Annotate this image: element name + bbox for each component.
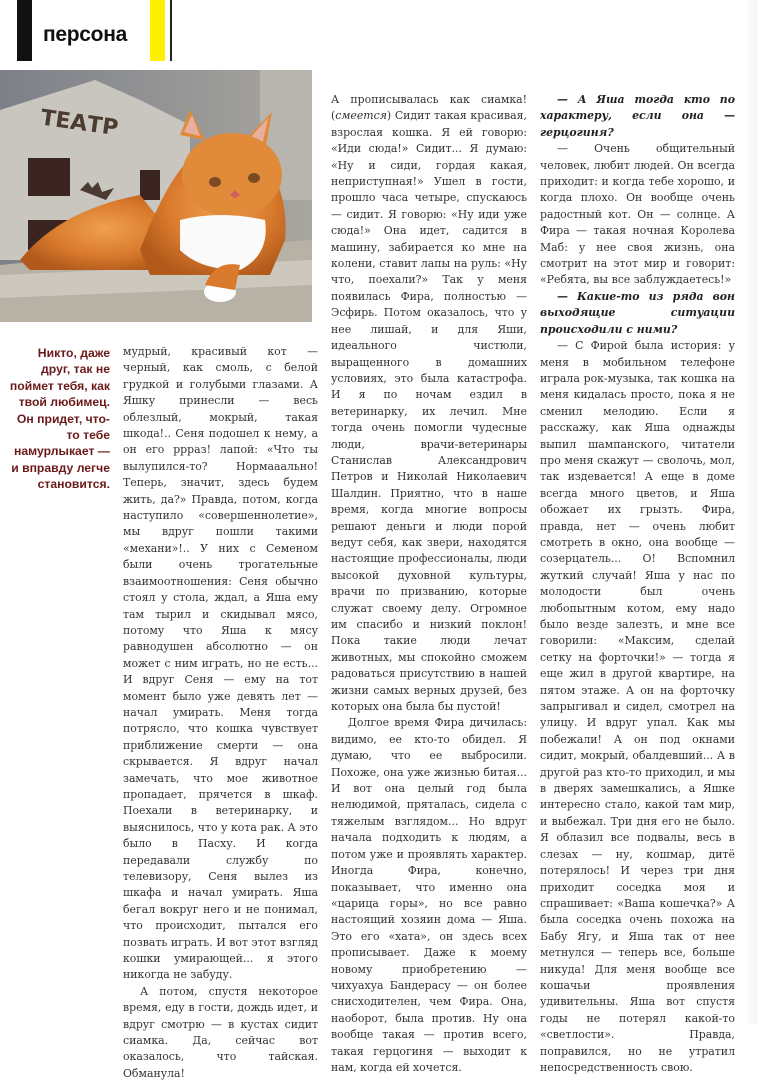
paragraph: А потом, спустя некоторое время, еду в гости, дождь идет, и вдруг смотрю — в кустах сидит сиамка. Да, сейчас вот оказалось, что тайская. Обманула! (123, 984, 318, 1080)
interview-answer: — С Фирой была история: у меня в мобильном телефоне играла рок-музыка, так кошка на меня кидалась просто, пока я не сменил мелодию. Если я расскажу, как Яша однажды выпил шампанского, читатели про меня скажут — сволочь, мол, так издевается! А еще в доме всегда много цветов, и Яша обожает их грызть. Фира, правда, нет — очень любит смотреть в окно, она вообще — созерцатель... О! Вспомнил жуткий случай! Яша у нас по молодости был очень любопытным котом, ему надо было везде залезть, и мне все говорили: «Максим, сделай сетку на форточки!» — тогда я еще жил в другой квартире, на пятом этаже. А он на форточку запрыгивал и сидел, смотрел на улицу. И вдруг упал. Как мы побежали! А он под окнами сидит, мокрый, обалдевший... А в другой раз кто-то приходил, и мы в дверях замешкались, а Яшке интересно стало, какой там мир, и выбежал. Три дня его не было. Я облазил все подвалы, весь в слезах — ну, кошмар, дитё потерялось! И через три дня приходит соседка моя и спрашивает: «Ваша кошечка?» А была соседка очень похожа на Бабу Ягу, и Яша так от нее метнулся — теперь все, больше никуда! Для меня вообще все кошачьи проявления удивительны. Яша вот спустя годы не потерял какой-то «светлости». Правда, поправился, но не утратил непосредственность свою. (540, 339, 735, 1074)
header-black-bar (17, 0, 32, 61)
stage-direction: смеется (335, 109, 387, 123)
pillow-text: ТЕАТР (38, 105, 120, 142)
header-yellow-bar (150, 0, 165, 61)
article-column-1 (123, 344, 318, 1082)
article-column-2 (331, 92, 527, 1076)
interview-question: — Какие-то из ряда вон выходящие ситуации происходили с ними? (540, 289, 735, 336)
paragraph-text: А прописывалась как сиамка! ( (331, 93, 527, 123)
paragraph-text: ) Сидит такая красивая, взрослая кошка. Я ей говорю: «Иди сюда!» Сидит... Я думаю: «Ну и сиди, гордая какая, неприступная!» Ушел в гости, прошло часа четыре, спускаюсь — сидит. Я говорю: «Ну иди уже сюда!» Она идет, садится в машину, забирается ко мне на колени, ставит лапы на руль: «Ну что, поехали?» Так у меня появилась Фира, полностью — Эсфирь. Потом оказалось, что у нее лишай, и для Яши, идеального чистюли, выращенного в домашних условиях, это была катастрофа. И я по ночам ездил в ветеринарку, их лечил. Мне тогда очень помогли чудесные люди, врачи-ветеринары Станислав Александрович Петров и Николай Николаевич Шалдин. Приятно, что в наше время, когда многие вопросы решают деньги и люди порой ведут себя, как звери, находятся настоящие профессионалы, люди высокой духовной культуры, врачи по призванию, которые служат своему делу. Огромное им спасибо и низкий поклон! Пока такие люди лечат животных, мы спокойно сможем радоваться присутствию в нашей жизни самых верных друзей, без которых она была бы пустой! (331, 109, 527, 714)
interview-answer: — Очень общительный человек, любит людей. Он всегда приходит: и когда тебе хорошо, и когда плохо. Он вообще очень радостный кот. Он — солнце. А Фира — такая ночная Королева Маб: у нее своя жизнь, она смотрит на этот мир и говорит: «Ребята, вы все заблуждаетесь!» (540, 142, 735, 287)
paragraph: Долгое время Фира дичилась: видимо, ее кто-то обидел. Я думаю, что ее выбросили. Похоже, она уже жизнью битая... И вот она целый год была нелюдимой, пряталась, сидела с тяжелым взглядом... Но вдруг начала подходить к людям, а потом уже и проявлять характер. Иногда Фира, конечно, показывает, что именно она «царица горы», но все равно настоящий хозяин дома — Яша. Это его «хата», он здесь всех прописывает. Даже к моему новому приобретению — чихуахуа Бандерасу — он более снисходителен, чем Фира. Она, наоборот, была против. Ну она вообще такая — против всего, такая герцогиня — выходит к нам, когда ей хочется. (331, 716, 527, 1074)
pull-quote: Никто, даже друг, так не поймет тебя, как твой любимец. Он придет, что-то тебе намурлыкает — и вправду легче становится. (9, 346, 110, 492)
cat-photo (0, 70, 312, 322)
interview-question: — А Яша тогда кто по характеру, если она — герцогиня? (540, 93, 735, 139)
section-title: персона (43, 23, 127, 46)
header-divider (170, 0, 172, 61)
cat-photo-illustration (0, 70, 312, 322)
page-header (0, 0, 757, 64)
article-column-3 (540, 92, 735, 1076)
paragraph (331, 92, 527, 715)
paragraph: мудрый, красивый кот — черный, как смоль, с белой грудкой и голубыми глазами. А Яшку принесли — весь облезлый, мокрый, такая шкода!.. Сеня подошел к нему, а он его ррраз! лапой: «Что ты вылупился-то? Нормааально! Теперь, значит, здесь будем жить, да?» Правда, потом, когда наступило «совершеннолетие», мы вдруг пошли такими «механи»!.. У них с Семеном были очень трогательные взаимоотношения: Сеня обычно стоял у стола, ждал, а Яша ему там тырил и скидывал мясо, потому что Яша к мясу равнодушен абсолютно — он может с ним играть, но не есть... И вдруг Сеня — ему на тот момент было уже девять лет — начал умирать. Меня тогда потрясло, что кошка чувствует приближение смерти — она скрывается. Я вдруг начал замечать, что мое животное пропадает, прячется в шкаф. Поехали в ветеринарку, и выяснилось, что у кота рак. А это было в Пасху. И когда передавали службу по телевизору, Сеня вылез из шкафа и начал умирать. Яша бегал вокруг него и не понимал, что происходит, пытался его позвать играть. И вот этот взгляд кошки умирающей... я этого никогда не забуду. (123, 345, 318, 982)
page-edge-shadow (745, 0, 757, 1024)
